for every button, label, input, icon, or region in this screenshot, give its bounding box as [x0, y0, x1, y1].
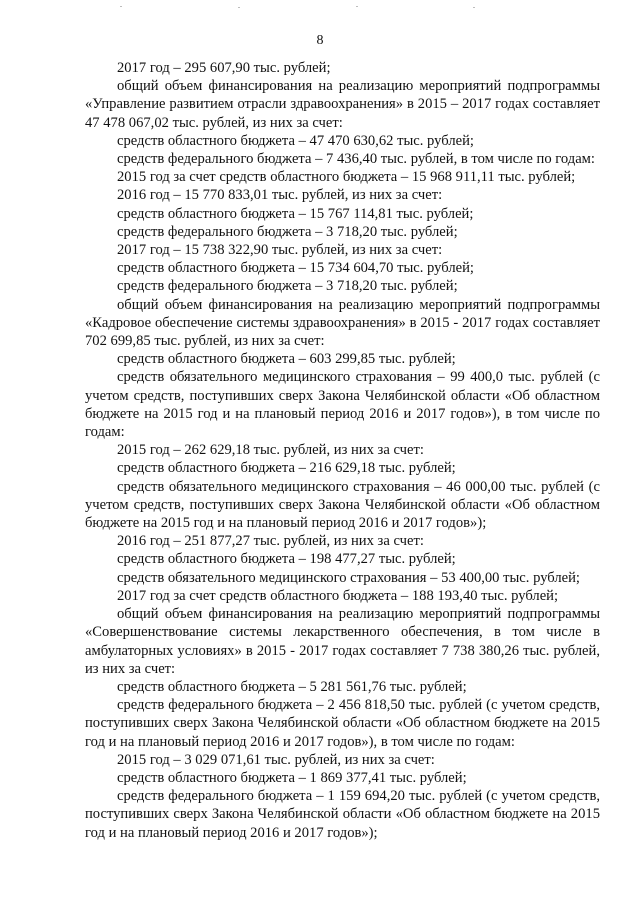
paragraph: средств областного бюджета – 5 281 561,76 тыс. рублей; [117, 678, 467, 695]
paragraph: 2015 год – 3 029 071,61 тыс. рублей, из них за счет: [117, 751, 435, 768]
paragraph: 2016 год – 251 877,27 тыс. рублей, из них за счет: [117, 533, 424, 550]
paragraph: средств областного бюджета – 15 767 114,81 тыс. рублей; [117, 205, 474, 222]
paragraph: средств областного бюджета – 216 629,18 тыс. рублей; [117, 460, 456, 477]
paragraph: средств областного бюджета – 47 470 630,62 тыс. рублей; [117, 132, 474, 149]
paragraph: 2017 год за счет средств областного бюджета – 188 193,40 тыс. рублей; [117, 587, 559, 604]
paragraph: 2016 год – 15 770 833,01 тыс. рублей, из них за счет: [117, 187, 443, 204]
paragraph: средств областного бюджета – 198 477,27 тыс. рублей; [117, 551, 456, 568]
paragraph: общий объем финансирования на реализацию мероприятий подпрограммы «Совершенствование системы лекарственного обеспечения, в том числе в амбулаторных условиях» в 2015 - 2017 годах составляет 7 738 380,26 тыс. рублей, из них за счет: [85, 606, 600, 677]
paragraph: средств обязательного медицинского страхования – 53 400,00 тыс. рублей; [117, 569, 580, 586]
paragraph: 2015 год – 262 629,18 тыс. рублей, из них за счет: [117, 442, 424, 459]
paragraph: общий объем финансирования на реализацию мероприятий подпрограммы «Кадровое обеспечение системы здравоохранения» в 2015 - 2017 годах составляет 702 699,85 тыс. рублей, из них за счет: [85, 296, 600, 350]
paragraph: средств федерального бюджета – 3 718,20 тыс. рублей; [117, 278, 458, 295]
paragraph: 2015 год за счет средств областного бюджета – 15 968 911,11 тыс. рублей; [117, 169, 576, 186]
paragraph: средств областного бюджета – 1 869 377,41 тыс. рублей; [117, 769, 467, 786]
page-number: 8 [316, 33, 324, 48]
paragraph: средств обязательного медицинского страхования – 46 000,00 тыс. рублей (с учетом средств, поступивших сверх Закона Челябинской области «Об областном бюджете на 2015 год и на плановый период 2016 и 2017 годов»); [85, 478, 600, 532]
paragraph: 2017 год – 15 738 322,90 тыс. рублей, из них за счет: [117, 242, 443, 259]
scan-speck [238, 7, 240, 8]
paragraph: средств областного бюджета – 15 734 604,70 тыс. рублей; [117, 260, 474, 277]
paragraph: средств федерального бюджета – 1 159 694,20 тыс. рублей (с учетом средств, поступивших сверх Закона Челябинской области «Об областном бюджете на 2015 год и на плановый период 2016 и 2017 годов»); [85, 788, 600, 841]
paragraph: средств областного бюджета – 603 299,85 тыс. рублей; [117, 351, 456, 368]
document-body [85, 59, 600, 842]
paragraph: 2017 год – 295 607,90 тыс. рублей; [117, 60, 331, 76]
scan-speck [120, 6, 122, 7]
paragraph: средств федерального бюджета – 7 436,40 тыс. рублей, в том числе по годам: [117, 151, 595, 168]
paragraph: средств обязательного медицинского страхования – 99 400,0 тыс. рублей (с учетом средств, поступивших сверх Закона Челябинской области «Об областном бюджете на 2015 год и на плановый период 2016 и 2017 годов»), в том числе по годам: [85, 369, 600, 441]
paragraph: общий объем финансирования на реализацию мероприятий подпрограммы «Управление развитием отрасли здравоохранения» в 2015 – 2017 годах составляет 47 478 067,02 тыс. рублей, из них за счет: [85, 78, 600, 131]
scan-speck [356, 6, 358, 7]
scan-speck [473, 7, 475, 8]
paragraph: средств федерального бюджета – 2 456 818,50 тыс. рублей (с учетом средств, поступивших сверх Закона Челябинской области «Об областном бюджете на 2015 год и на плановый период 2016 и 2017 годов»), в том числе по годам: [85, 697, 600, 750]
paragraph: средств федерального бюджета – 3 718,20 тыс. рублей; [117, 223, 458, 240]
